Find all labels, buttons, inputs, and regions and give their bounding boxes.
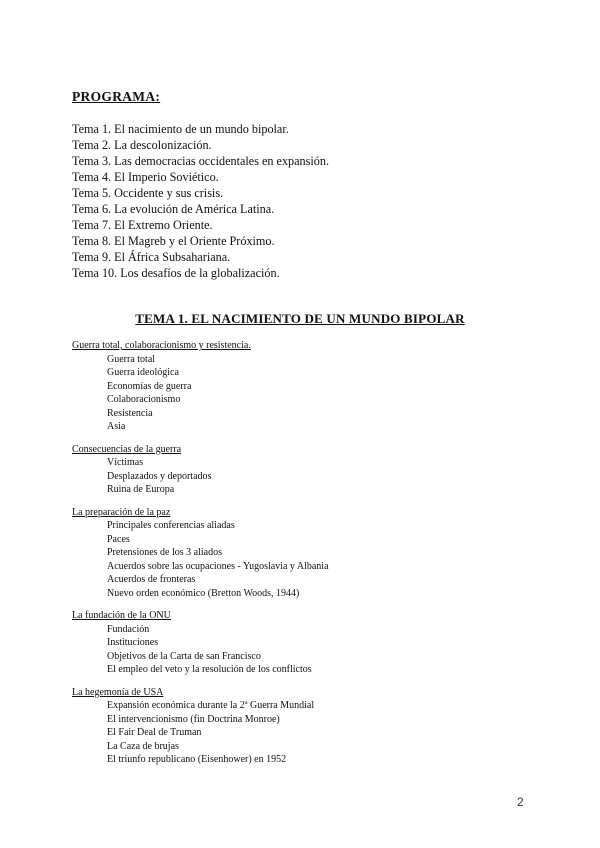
list-item: Desplazados y deportados [107, 470, 212, 482]
programa-item: Tema 10. Los desafíos de la globalización. [72, 266, 280, 280]
page-number: 2 [517, 795, 524, 809]
list-item: Asia [107, 421, 126, 432]
section-heading: La preparación de la paz [72, 506, 171, 518]
section-heading: La hegemonía de USA [72, 686, 164, 698]
programa-item: Tema 4. El Imperio Soviético. [72, 170, 219, 184]
list-item: Fundación [107, 623, 150, 635]
list-item: El Fair Deal de Truman [107, 727, 202, 738]
section-items [72, 456, 552, 497]
programa-item: Tema 6. La evolución de América Latina. [72, 202, 275, 216]
section-heading: La fundación de la ONU [72, 610, 171, 621]
programa-item: Tema 8. El Magreb y el Oriente Próximo. [72, 234, 275, 248]
list-item: Nuevo orden económico (Bretton Woods, 1944) [107, 587, 300, 599]
section-heading: Consecuencias de la guerra [72, 443, 182, 455]
programa-item: Tema 3. Las democracias occidentales en expansión. [72, 154, 330, 168]
programa-list [72, 121, 329, 281]
programa-item: Tema 2. La descolonización. [72, 138, 212, 152]
section-guerra-total [72, 339, 552, 434]
list-item: Paces [107, 533, 130, 545]
list-item: Guerra ideológica [107, 367, 179, 378]
list-item: El intervencionismo (fin Doctrina Monroe) [107, 713, 280, 725]
list-item: Expansión económica durante la 2ª Guerra Mundial [107, 700, 315, 711]
section-items [72, 353, 552, 434]
list-item: Principales conferencias aliadas [107, 520, 235, 531]
list-item: Acuerdos de fronteras [107, 574, 196, 585]
section-items [72, 519, 552, 600]
programa-title: PROGRAMA: [72, 89, 161, 104]
programa-item: Tema 5. Occidente y sus crisis. [72, 186, 224, 200]
list-item: Instituciones [107, 637, 159, 648]
section-preparacion-paz [72, 506, 552, 601]
section-items [72, 699, 552, 767]
list-item: Ruina de Europa [107, 484, 175, 495]
list-item: Economías de guerra [107, 380, 192, 392]
section-fundacion-onu [72, 609, 552, 677]
tema-1-title: TEMA 1. EL NACIMIENTO DE UN MUNDO BIPOLAR [135, 311, 465, 326]
tema-1-sections [72, 339, 552, 776]
list-item: Colaboracionismo [107, 394, 181, 405]
programa-item: Tema 9. El África Subsahariana. [72, 250, 231, 264]
section-consecuencias [72, 443, 552, 497]
list-item: Pretensiones de los 3 aliados [107, 547, 222, 558]
list-item: El empleo del veto y la resolución de los conflictos [107, 664, 312, 675]
programa-item: Tema 7. El Extremo Oriente. [72, 218, 213, 232]
list-item: El triunfo republicano (Eisenhower) en 1952 [107, 754, 287, 765]
programa-item: Tema 1. El nacimiento de un mundo bipolar. [72, 122, 289, 136]
list-item: Víctimas [107, 457, 144, 468]
section-hegemonia-usa [72, 686, 552, 767]
list-item: Guerra total [107, 353, 156, 365]
list-item: Acuerdos sobre las ocupaciones - Yugoslavia y Albania [107, 560, 329, 572]
section-items [72, 623, 552, 677]
section-heading: Guerra total, colaboracionismo y resistencia. [72, 340, 251, 351]
list-item: La Caza de brujas [107, 740, 179, 752]
list-item: Resistencia [107, 407, 153, 419]
list-item: Objetivos de la Carta de san Francisco [107, 650, 261, 662]
